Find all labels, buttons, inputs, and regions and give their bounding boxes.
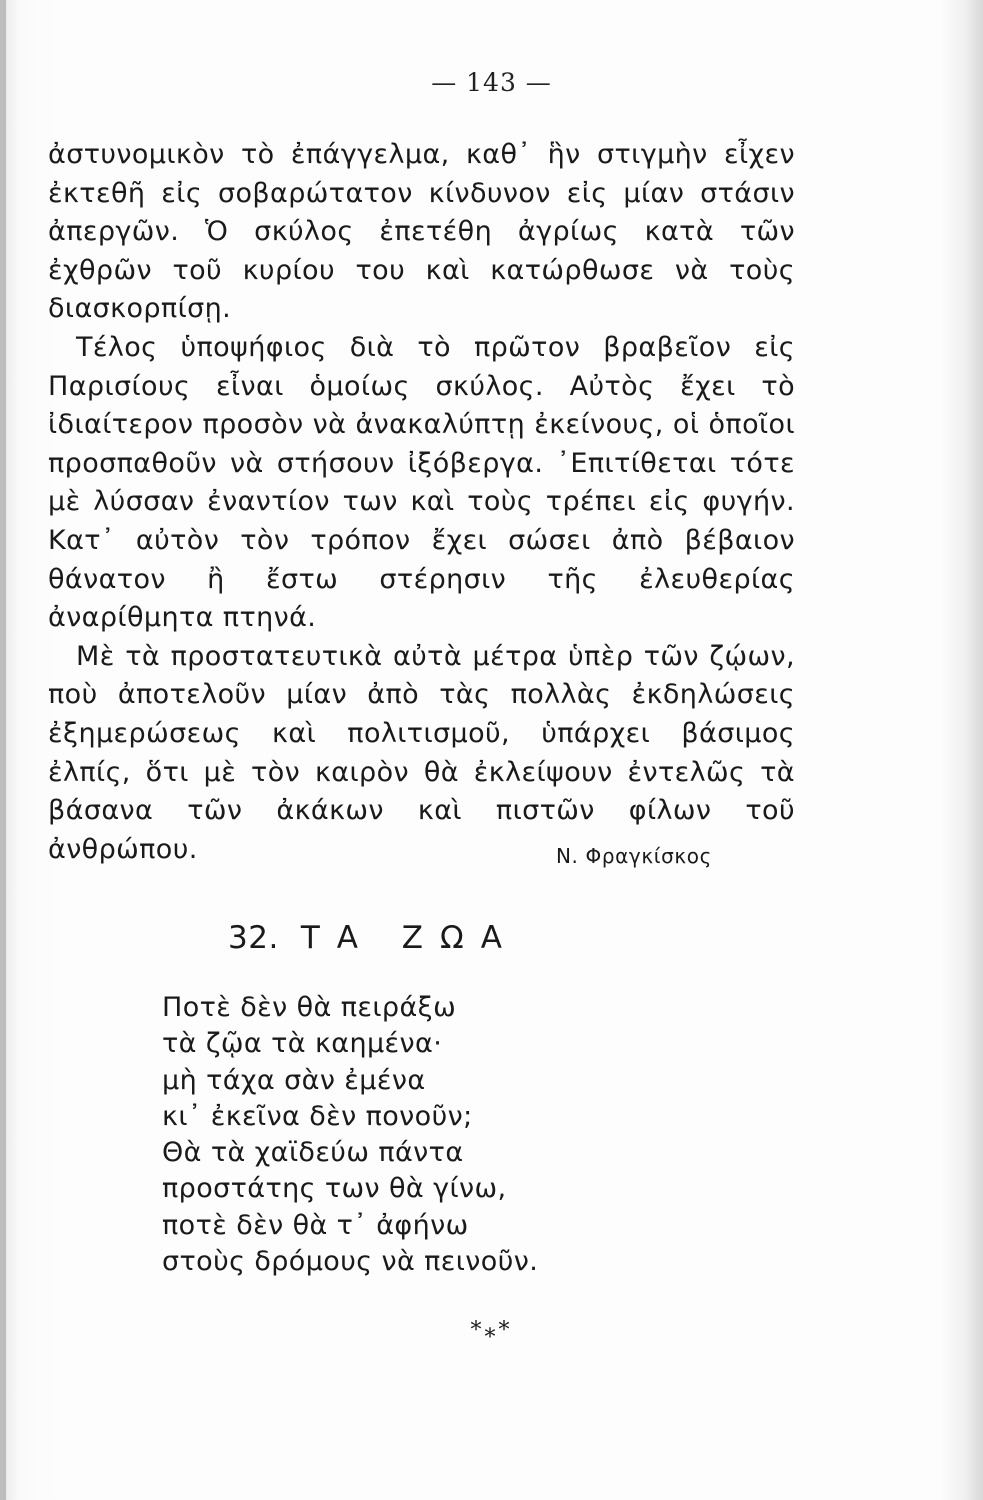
paragraph-candidate-dog: Τέλος ὑποψήφιος διὰ τὸ πρῶτον βραβεῖον εἰς Παρισίους εἶναι ὁμοίως σκύλος. Αὐτὸς ἔχει τὸ ἰδιαίτερον προσὸν νὰ ἀνακαλύπτῃ ἐκείνους, οἱ ὁποῖοι προσπαθοῦν νὰ στήσουν ἰξόβεργα. ᾿Επιτίθεται τότε μὲ λύσσαν ἐναντίον των καὶ τοὺς τρέπει εἰς φυγήν. Κατ᾿ αὐτὸν τὸν τρόπον ἔχει σώσει ἀπὸ βέβαιον θάνατον ἢ ἔστω στέρησιν τῆς ἐλευθερίας ἀναρίθμητα πτηνά.: [48, 331, 795, 634]
book-spine-shadow: [0, 0, 6, 1500]
paragraph-conclusion: Μὲ τὰ προστατευτικὰ αὐτὰ μέτρα ὑπὲρ τῶν ζῴων, ποὺ ἀποτελοῦν μίαν ἀπὸ τὰς πολλὰς ἐκδηλώσεις ἐξημερώσεως καὶ πολιτισμοῦ, ὑπάρχει βάσιμος ἐλπίς, ὅτι μὲ τὸν καιρὸν θὰ ἐκλείψουν ἐντελῶς τὰ βάσανα τῶν ἀκάκων καὶ πιστῶν φίλων τοῦ ἀνθρώπου.: [48, 640, 795, 865]
poem-line: στοὺς δρόμους νὰ πεινοῦν.: [162, 1246, 539, 1278]
poem-line: τὰ ζῷα τὰ καημένα·: [162, 1028, 443, 1060]
paragraph-continuation: ἀστυνομικὸν τὸ ἐπάγγελμα, καθ᾿ ἣν στιγμὴν εἶχεν ἐκτεθῆ εἰς σοβαρώτατον κίνδυνον εἰς μίαν στάσιν ἀπεργῶν. Ὁ σκύλος ἐπετέθη ἀγρίως κατὰ τῶν ἐχθρῶν τοῦ κυρίου του καὶ κατώρθωσε νὰ τοὺς διασκορπίσῃ.: [48, 139, 795, 325]
poem: [162, 990, 538, 1280]
page-number: — 143 —: [431, 68, 552, 97]
poem-line: ποτὲ δὲν θὰ τ᾿ ἀφήνω: [162, 1209, 469, 1241]
poem-line: μὴ τάχα σὰν ἐμένα: [162, 1064, 426, 1096]
poem-line: προστάτης των θὰ γίνω,: [162, 1173, 507, 1205]
poem-line: Θὰ τὰ χαϊδεύω πάντα: [162, 1137, 464, 1169]
prose-body: [48, 136, 795, 869]
poem-line: κι᾿ ἐκεῖνα δὲν πονοῦν;: [162, 1100, 473, 1132]
poem-line: Ποτὲ δὲν θὰ πειράξω: [162, 992, 457, 1023]
asterism-divider: *⁎*: [470, 1318, 513, 1343]
section-number: 32.: [228, 920, 279, 956]
section-title: ΤΑ ΖΩΑ: [300, 920, 519, 956]
section-heading: [228, 920, 519, 956]
author-signature: Ν. Φραγκίσκος: [556, 844, 712, 868]
